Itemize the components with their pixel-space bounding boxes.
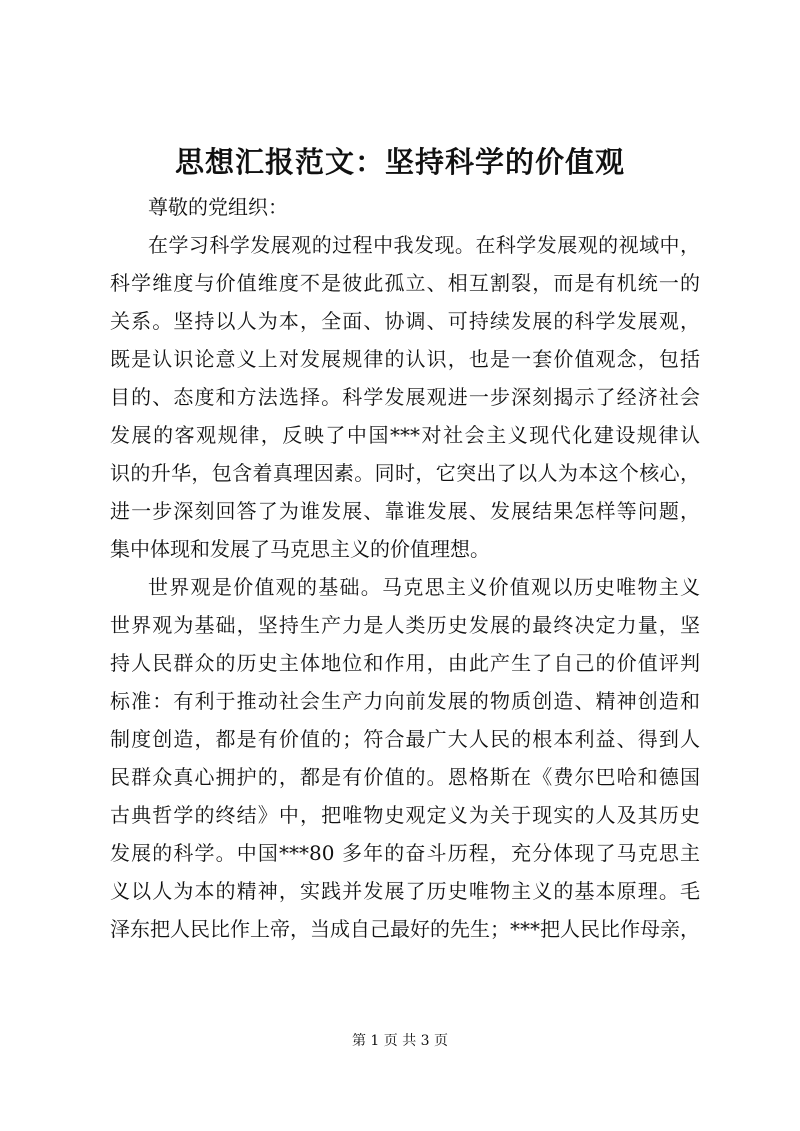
paragraph-line: 进一步深刻回答了为谁发展、靠谁发展、发展结果怎样等问题， [110, 499, 700, 523]
paragraph-line: 世界观为基础，坚持生产力是人类历史发展的最终决定力量，坚 [110, 613, 700, 637]
page-footer: 第 1 页 共 3 页 [351, 1033, 449, 1049]
document-body [110, 188, 700, 948]
paragraph-line: 既是认识论意义上对发展规律的认识，也是一套价值观念，包括 [110, 347, 700, 371]
paragraph-line: 发展的客观规律，反映了中国***对社会主义现代化建设规律认 [110, 423, 700, 447]
paragraph-line: 古典哲学的终结》中，把唯物史观定义为关于现实的人及其历史 [110, 803, 700, 827]
paragraph-line: 目的、态度和方法选择。科学发展观进一步深刻揭示了经济社会 [110, 385, 700, 409]
paragraph-line: 泽东把人民比作上帝，当成自己最好的先生；***把人民比作母亲， [110, 917, 700, 941]
paragraph-line: 持人民群众的历史主体地位和作用，由此产生了自己的价值评判 [110, 651, 700, 675]
paragraph-line: 发展的科学。中国***80 多年的奋斗历程，充分体现了马克思主 [110, 841, 700, 865]
paragraph-line: 世界观是价值观的基础。马克思主义价值观以历史唯物主义 [148, 575, 700, 599]
paragraph-line: 义以人为本的精神，实践并发展了历史唯物主义的基本原理。毛 [110, 879, 700, 903]
document-title: 思想汇报范文：坚持科学的价值观 [174, 145, 625, 179]
paragraph-1 [110, 226, 700, 568]
paragraph-line: 制度创造，都是有价值的；符合最广大人民的根本利益、得到人 [110, 727, 700, 751]
paragraph-line: 科学维度与价值维度不是彼此孤立、相互割裂，而是有机统一的 [110, 271, 700, 295]
paragraph-line: 识的升华，包含着真理因素。同时，它突出了以人为本这个核心， [110, 461, 700, 485]
paragraph-line: 在学习科学发展观的过程中我发现。在科学发展观的视域中， [148, 233, 700, 257]
paragraph-line: 标准：有利于推动社会生产力向前发展的物质创造、精神创造和 [110, 689, 700, 713]
paragraph-line: 集中体现和发展了马克思主义的价值理想。 [110, 537, 490, 561]
paragraph-line: 关系。坚持以人为本，全面、协调、可持续发展的科学发展观， [110, 309, 700, 333]
paragraph-line: 民群众真心拥护的，都是有价值的。恩格斯在《费尔巴哈和德国 [110, 765, 700, 789]
salutation: 尊敬的党组织： [148, 195, 288, 219]
paragraph-2 [110, 568, 700, 948]
